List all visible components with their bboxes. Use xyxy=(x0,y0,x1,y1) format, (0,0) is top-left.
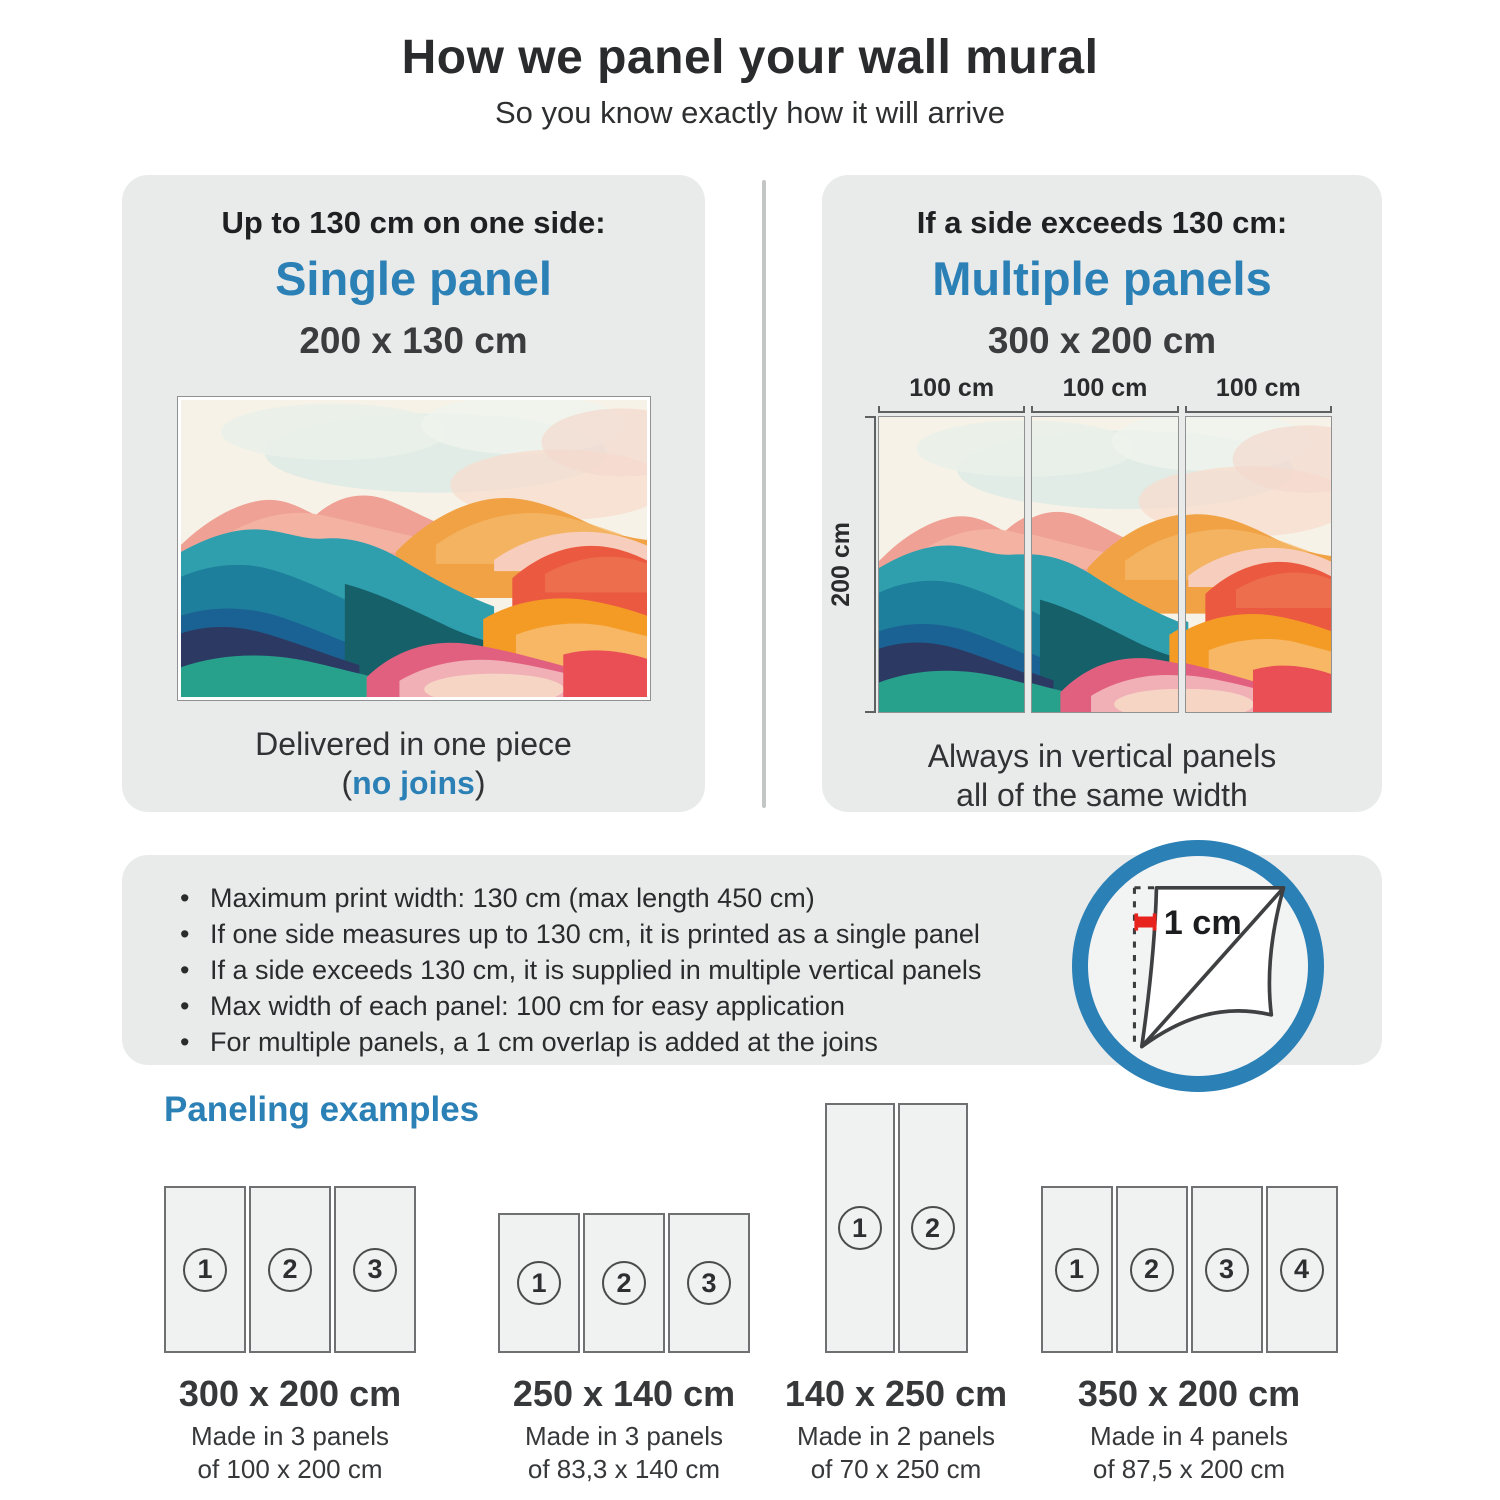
info-bullet-3: • If a side exceeds 130 cm, it is supplied in multiple vertical panels xyxy=(180,952,1382,988)
single-panel-note-2 xyxy=(122,764,705,803)
width-bracket-2 xyxy=(1031,406,1178,413)
header xyxy=(0,30,1500,131)
example-1-size: 300 x 200 cm xyxy=(178,1373,402,1414)
height-bracket xyxy=(865,416,876,713)
example-3-line2: of 70 x 250 cm xyxy=(810,1454,982,1484)
example-1-panels xyxy=(130,1103,450,1353)
paren-open: ( xyxy=(341,765,353,801)
mural-slice-2 xyxy=(1032,417,1177,712)
example-2-line2: of 83,3 x 140 cm xyxy=(527,1454,721,1484)
height-ruler xyxy=(822,416,878,713)
width-ruler-3 xyxy=(1185,374,1332,416)
mural-slice-1 xyxy=(879,417,1024,712)
cards-spacer xyxy=(705,175,822,812)
multiple-panels-title: Multiple panels xyxy=(932,252,1272,305)
single-panel-card xyxy=(122,175,705,812)
width-label-3: 100 cm xyxy=(1215,374,1301,402)
page-curl-icon xyxy=(1088,856,1308,1076)
example-panel xyxy=(1191,1186,1263,1353)
overlap-badge xyxy=(1072,840,1324,1092)
no-joins-text: no joins xyxy=(352,765,475,801)
panel-number-badge: 3 xyxy=(1205,1248,1249,1292)
panel-number-badge: 2 xyxy=(602,1261,646,1305)
panel-number-badge: 4 xyxy=(1280,1248,1324,1292)
info-bullet-5: • For multiple panels, a 1 cm overlap is added at the joins xyxy=(180,1024,1382,1060)
example-2-size: 250 x 140 cm xyxy=(512,1373,736,1414)
multiple-panels-note-1: Always in vertical panels xyxy=(927,738,1277,774)
mural-preview-multi xyxy=(878,416,1332,713)
width-label-2: 100 cm xyxy=(1062,374,1148,402)
panel-number-badge: 2 xyxy=(1130,1248,1174,1292)
example-panel xyxy=(164,1186,246,1353)
panel-cards-row xyxy=(122,175,1382,812)
multiple-panels-note-2: all of the same width xyxy=(956,777,1248,813)
info-bullet-1: • Maximum print width: 130 cm (max length 450 cm) xyxy=(180,880,1382,916)
example-350x200 xyxy=(1019,1103,1359,1487)
example-1-line2: of 100 x 200 cm xyxy=(197,1454,383,1484)
example-panel xyxy=(825,1103,895,1353)
single-panel-title: Single panel xyxy=(275,252,552,305)
example-panel xyxy=(1116,1186,1188,1353)
example-panel xyxy=(1266,1186,1338,1353)
mural-panel-3 xyxy=(1185,416,1332,713)
multiple-panels-size: 300 x 200 cm xyxy=(987,320,1217,361)
panel-number-badge: 1 xyxy=(1055,1248,1099,1292)
width-bracket-1 xyxy=(878,406,1025,413)
example-1-line1: Made in 3 panels xyxy=(190,1421,390,1451)
width-ruler-1 xyxy=(878,374,1025,416)
panel-number-badge: 2 xyxy=(911,1206,955,1250)
page-title: How we panel your wall mural xyxy=(401,31,1099,84)
measure-corner xyxy=(822,374,878,416)
panel-number-badge: 3 xyxy=(687,1261,731,1305)
width-bracket-3 xyxy=(1185,406,1332,413)
panel-number-badge: 3 xyxy=(353,1248,397,1292)
width-ruler-2 xyxy=(1031,374,1178,416)
example-4-size: 350 x 200 cm xyxy=(1077,1373,1301,1414)
example-panel xyxy=(249,1186,331,1353)
multiple-panels-condition: If a side exceeds 130 cm: xyxy=(916,205,1288,240)
mural-slice-3 xyxy=(1186,417,1331,712)
panel-number-badge: 1 xyxy=(517,1261,561,1305)
example-panel xyxy=(498,1213,580,1353)
example-panel xyxy=(334,1186,416,1353)
single-panel-note: Delivered in one piece xyxy=(255,726,572,762)
example-3-size: 140 x 250 cm xyxy=(784,1373,1008,1414)
page-subtitle: So you know exactly how it will arrive xyxy=(495,95,1005,130)
examples-heading: Paneling examples xyxy=(164,1090,480,1129)
example-3-line1: Made in 2 panels xyxy=(796,1421,996,1451)
mural-artwork xyxy=(181,400,647,697)
single-panel-size: 200 x 130 cm xyxy=(299,320,528,361)
info-bullet-4: • Max width of each panel: 100 cm for easy application xyxy=(180,988,1382,1024)
width-ruler-row xyxy=(878,374,1332,416)
example-panel xyxy=(898,1103,968,1353)
measured-panels-figure xyxy=(822,374,1382,713)
panel-number-badge: 2 xyxy=(268,1248,312,1292)
width-label-1: 100 cm xyxy=(909,374,995,402)
info-bullet-2: • If one side measures up to 130 cm, it is printed as a single panel xyxy=(180,916,1382,952)
example-4-line1: Made in 4 panels xyxy=(1089,1421,1289,1451)
mural-panel-1 xyxy=(878,416,1025,713)
example-140x250 xyxy=(736,1103,1056,1487)
panel-number-badge: 1 xyxy=(838,1206,882,1250)
example-4-line2: of 87,5 x 200 cm xyxy=(1092,1454,1286,1484)
example-2-line1: Made in 3 panels xyxy=(524,1421,724,1451)
overlap-label: 1 cm xyxy=(1163,904,1242,943)
example-panel xyxy=(583,1213,665,1353)
cards-divider xyxy=(762,180,766,808)
multiple-panels-card xyxy=(822,175,1382,812)
example-3-panels xyxy=(736,1103,1056,1353)
example-4-panels xyxy=(1019,1103,1359,1353)
example-300x200 xyxy=(130,1103,450,1487)
single-panel-condition: Up to 130 cm on one side: xyxy=(221,205,606,240)
height-label: 200 cm xyxy=(827,522,855,607)
mural-preview-single xyxy=(177,396,651,701)
mural-panel-2 xyxy=(1031,416,1178,713)
panel-number-badge: 1 xyxy=(183,1248,227,1292)
example-panel xyxy=(1041,1186,1113,1353)
paren-close: ) xyxy=(474,765,486,801)
